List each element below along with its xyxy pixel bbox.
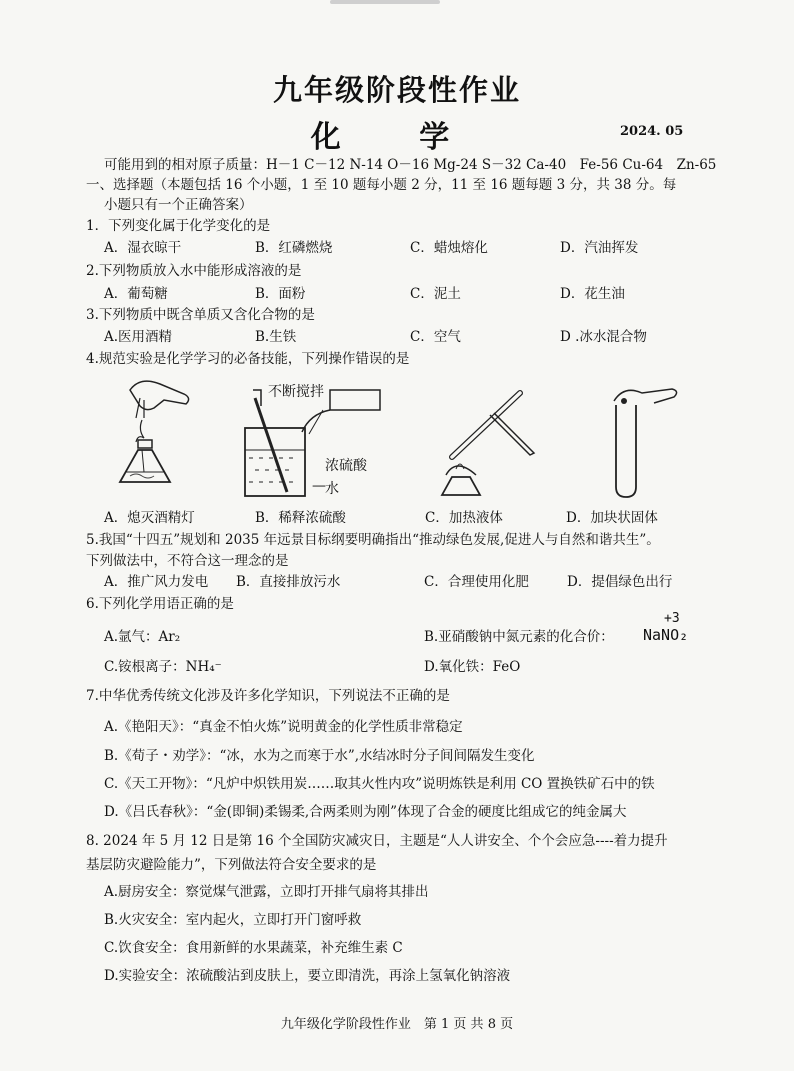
- question-8: 8. 2024 年 5 月 12 日是第 16 个全国防灾减灾日，主题是“人人讲安全、个个会应急----着力提升: [86, 833, 668, 849]
- q3-option-b: B.生铁: [255, 329, 297, 345]
- question-5-cont: 下列做法中，不符合这一理念的是: [86, 553, 289, 569]
- q2-option-b: B．面粉: [255, 286, 306, 302]
- q3-option-c: C．空气: [410, 329, 461, 345]
- q8-option-a: A.厨房安全：察觉煤气泄露，立即打开排气扇将其排出: [104, 884, 429, 900]
- q6-option-c: C.铵根离子：NH₄⁻: [104, 659, 222, 675]
- q8-option-b: B.火灾安全：室内起火，立即打开门窗呼救: [104, 912, 362, 928]
- q7-option-a: A.《艳阳天》：“真金不怕火炼”说明黄金的化学性质非常稳定: [104, 719, 463, 735]
- q3-option-d: D .冰水混合物: [560, 329, 647, 345]
- page-footer: 九年级化学阶段性作业 第 1 页 共 8 页: [280, 1017, 514, 1032]
- question-6: 6.下列化学用语正确的是: [86, 596, 234, 612]
- section-heading-cont: 小题只有一个正确答案）: [104, 197, 253, 213]
- question-3: 3.下列物质中既含单质又含化合物的是: [86, 307, 315, 323]
- figure-label-stir: 不断搅拌: [268, 384, 324, 400]
- figure-water-dash: —: [312, 478, 326, 494]
- q1-option-c: C．蜡烛熔化: [410, 240, 488, 256]
- q1-option-d: D．汽油挥发: [560, 240, 639, 256]
- subject-title: 化 学: [310, 120, 484, 155]
- q5-option-d: D．提倡绿色出行: [567, 574, 673, 590]
- scan-artifact: [330, 0, 440, 4]
- q4-option-a: A．熄灭酒精灯: [104, 510, 195, 526]
- q6-option-b: B.亚硝酸钠中氮元素的化合价：: [424, 629, 614, 645]
- q4-option-c: C．加热液体: [425, 510, 503, 526]
- q7-option-b: B.《荀子・劝学》：“冰，水为之而寒于水”,水结冰时分子间间隔发生变化: [104, 748, 535, 764]
- question-1: 1．下列变化属于化学变化的是: [86, 218, 271, 234]
- figure-label-water: 水: [325, 481, 339, 497]
- q5-option-b: B．直接排放污水: [236, 574, 341, 590]
- question-8-cont: 基层防灾避险能力”，下列做法符合安全要求的是: [86, 857, 377, 873]
- page-title: 九年级阶段性作业: [272, 73, 521, 107]
- q5-option-c: C．合理使用化肥: [424, 574, 529, 590]
- q6-option-d: D.氧化铁：FeO: [424, 659, 521, 675]
- question-4: 4.规范实验是化学学习的必备技能，下列操作错误的是: [86, 351, 410, 367]
- q3-option-a: A.医用酒精: [104, 329, 173, 345]
- question-2: 2.下列物质放入水中能形成溶液的是: [86, 263, 302, 279]
- question-5: 5.我国“十四五”规划和 2035 年远景目标纲要明确指出“推动绿色发展,促进人与自然和谐共生”。: [86, 532, 660, 548]
- q1-option-a: A．湿衣晾干: [104, 240, 182, 256]
- q2-option-d: D．花生油: [560, 286, 625, 302]
- q4-option-b: B．稀释浓硫酸: [255, 510, 346, 526]
- q8-option-c: C.饮食安全：食用新鲜的水果蔬菜，补充维生素 C: [104, 940, 403, 956]
- q2-option-c: C．泥土: [410, 286, 461, 302]
- q1-option-b: B．红磷燃烧: [255, 240, 333, 256]
- figure-label-acid: 浓硫酸: [325, 458, 367, 474]
- q4-option-d: D．加块状固体: [566, 510, 658, 526]
- q6-option-a: A.氩气：Ar₂: [104, 629, 181, 645]
- section-heading: 一、选择题（本题包括 16 个小题，1 至 10 题每小题 2 分，11 至 16 题每题 3 分，共 38 分。每: [86, 177, 677, 193]
- figure-c-heating-liquid: [430, 385, 540, 500]
- figure-a-alcohol-lamp: [100, 372, 200, 502]
- q6-formula: NaNO₂: [643, 626, 689, 644]
- question-7: 7.中华优秀传统文化涉及许多化学知识，下列说法不正确的是: [86, 688, 450, 704]
- figure-d-add-solid: [600, 375, 690, 500]
- q6-valence-mark: +3: [664, 611, 680, 626]
- atomic-masses: 可能用到的相对原子质量：H－1 C－12 N-14 O－16 Mg-24 S－32 Ca-40 Fe-56 Cu-64 Zn-65: [104, 157, 717, 173]
- q7-option-c: C.《天工开物》：“凡炉中炽铁用炭……取其火性内攻”说明炼铁是利用 CO 置换铁矿石中的铁: [104, 776, 655, 792]
- exam-date: 2024. 05: [620, 124, 684, 139]
- q5-option-a: A．推广风力发电: [104, 574, 209, 590]
- q2-option-a: A．葡萄糖: [104, 286, 168, 302]
- q7-option-d: D.《吕氏春秋》：“金(即铜)柔锡柔,合两柔则为刚”体现了合金的硬度比组成它的纯金属大: [104, 804, 627, 820]
- q8-option-d: D.实验安全：浓硫酸沾到皮肤上，要立即清洗，再涂上氢氧化钠溶液: [104, 968, 511, 984]
